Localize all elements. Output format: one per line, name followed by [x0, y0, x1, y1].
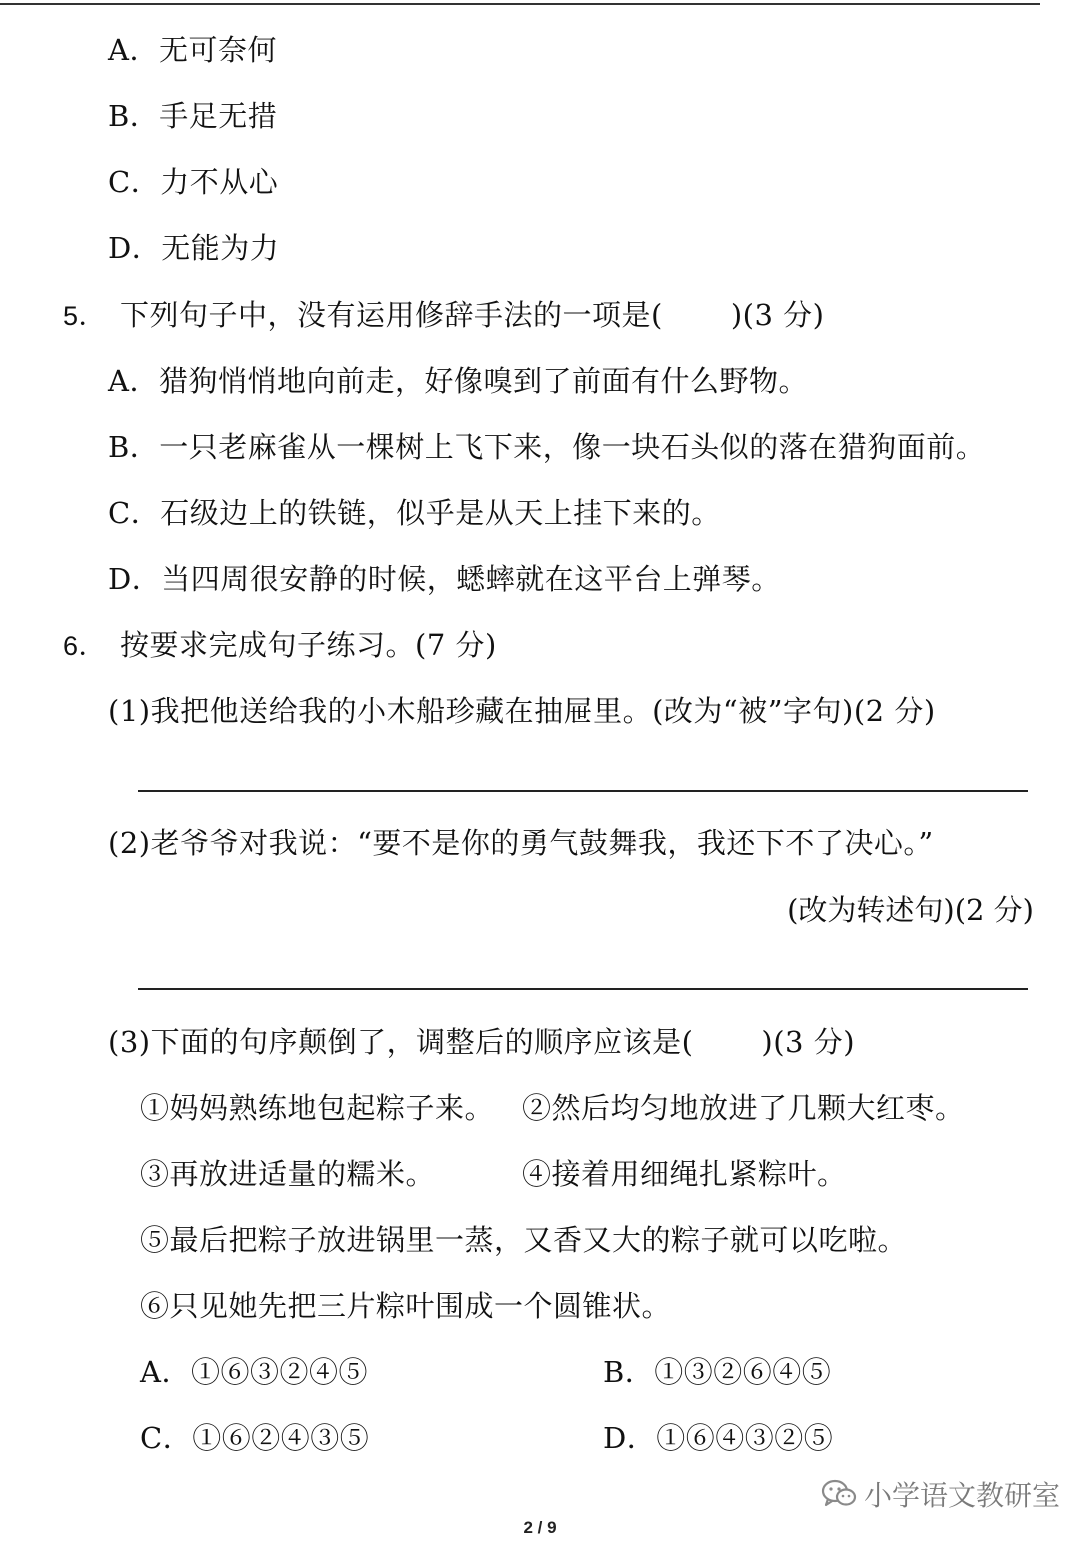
q4-option-d: D．无能为力	[108, 231, 280, 265]
q5-stem	[63, 297, 824, 334]
q5-option-a: A．猎狗悄悄地向前走，好像嗅到了前面有什么野物。	[108, 364, 808, 398]
q5-score: )(3 分)	[730, 298, 825, 332]
watermark	[820, 1470, 1060, 1518]
q6-option-c: C．①⑥②④③⑤	[140, 1421, 370, 1455]
sentence-4: ④接着用细绳扎紧粽叶。	[522, 1157, 847, 1191]
q6-sub3-score: )(3 分)	[761, 1025, 856, 1059]
q5-option-d: D．当四周很安静的时候，蟋蟀就在这平台上弹琴。	[108, 562, 781, 596]
q6-sub1-answer-line[interactable]	[138, 790, 1028, 792]
q6-option-d: D．①⑥④③②⑤	[603, 1421, 834, 1455]
q6-sub2: (2)老爷爷对我说：“要不是你的勇气鼓舞我，我还下不了决心。”	[108, 826, 934, 860]
q6-sub2-answer-line[interactable]	[138, 988, 1028, 990]
q5-stem-text: 下列句子中，没有运用修辞手法的一项是(	[120, 298, 663, 332]
sentence-1: ①妈妈熟练地包起粽子来。	[140, 1091, 495, 1125]
q6-stem	[63, 627, 497, 664]
sentence-3: ③再放进适量的糯米。	[140, 1157, 436, 1191]
q6-number: 6．	[63, 631, 107, 661]
page-number: 2 / 9	[523, 1518, 557, 1537]
q5-number: 5．	[63, 301, 107, 331]
q6-option-a: A．①⑥③②④⑤	[140, 1355, 368, 1389]
wechat-icon	[820, 1478, 858, 1510]
q5-option-c: C．石级边上的铁链，似乎是从天上挂下来的。	[108, 496, 721, 530]
sentence-6: ⑥只见她先把三片粽叶围成一个圆锥状。	[140, 1289, 672, 1323]
q4-option-b: B．手足无措	[108, 99, 278, 133]
q6-sub3	[108, 1024, 855, 1060]
q4-option-c: C．力不从心	[108, 165, 279, 199]
q6-sub2-note: (改为转述句)(2 分)	[787, 893, 1034, 927]
q6-stem-text: 按要求完成句子练习。(7 分)	[120, 628, 497, 662]
q4-option-a: A．无可奈何	[108, 33, 277, 67]
q6-option-b: B．①③②⑥④⑤	[603, 1355, 832, 1389]
q6-sub1: (1)我把他送给我的小木船珍藏在抽屉里。(改为“被”字句)(2 分)	[108, 694, 936, 728]
q5-option-b: B．一只老麻雀从一棵树上飞下来，像一块石头似的落在猎狗面前。	[108, 430, 986, 464]
sentence-2: ②然后均匀地放进了几颗大红枣。	[522, 1091, 965, 1125]
sentence-5: ⑤最后把粽子放进锅里一蒸，又香又大的粽子就可以吃啦。	[140, 1223, 908, 1257]
q6-sub3-text: (3)下面的句序颠倒了，调整后的顺序应该是(	[108, 1025, 694, 1059]
top-rule	[0, 3, 1040, 5]
watermark-text: 小学语文教研室	[864, 1479, 1061, 1512]
